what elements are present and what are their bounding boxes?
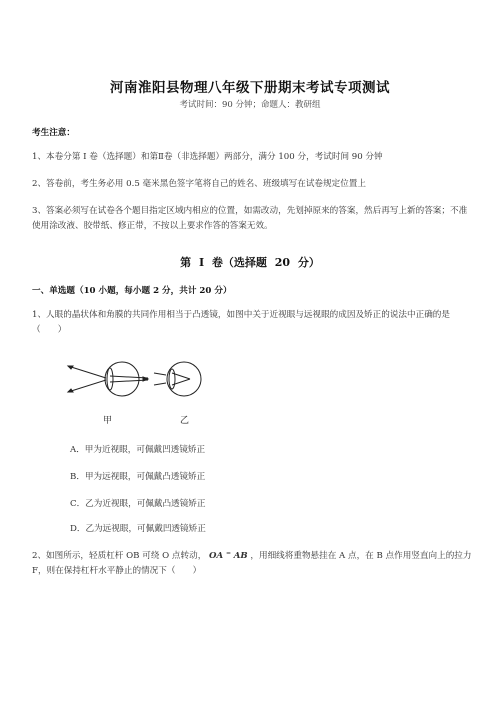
question-2-stem [32,546,472,579]
eye-diagram-jia [68,362,148,396]
question-2-stem-part-b: ，用细线将重物悬挂在 A 点，在 B 点作用竖直向上的拉力 F，则在保持杠杆水平静止的情况下（ ） [32,551,472,576]
exam-title: 河南淮阳县物理八年级下册期末考试专项测试 [110,80,390,96]
question-2-stem-part-a: 2、如图所示，轻质杠杆 OB 可绕 O 点转动， [32,551,207,561]
notice-item-1: 1、本卷分第 I 卷（选择题）和第Ⅱ卷（非选择题）两部分，满分 100 分，考试时间 90 分钟 [32,152,383,162]
option-a: A．甲为近视眼，可佩戴凹透镜矫正 [70,445,206,455]
eye-diagrams [66,356,226,402]
option-d: D．乙为远视眼，可佩戴凹透镜矫正 [70,524,206,534]
formula-oa: OA [209,551,224,561]
figure-label-yi: 乙 [180,416,190,426]
section-title: 第 I 卷（选择题 20 分） [180,256,320,269]
exam-subtitle: 考试时间：90 分钟；命题人：教研组 [179,100,321,110]
option-b: B．甲为远视眼，可佩戴凸透镜矫正 [70,472,206,482]
formula-operator: = [225,550,231,557]
notice-item-3: 3、答案必须写在试卷各个题目指定区域内相应的位置，如需改动，先划掉原来的答案，然后再写上新的答案；不准使用涂改液、胶带纸、修正带，不按以上要求作答的答案无效。 [32,206,468,231]
eye-diagram-yi [154,362,201,396]
formula-ab: AB [233,551,248,561]
notice-item-2: 2、答卷前，考生务必用 0.5 毫米黑色签字笔将自己的姓名、班级填写在试卷规定位置上 [32,179,366,189]
notice-heading: 考生注意： [32,128,75,138]
option-c: C．乙为近视眼，可佩戴凸透镜矫正 [70,499,206,509]
figure-label-jia: 甲 [103,416,113,426]
question-1-stem: 1、人眼的晶状体和角膜的共同作用相当于凸透镜，如图中关于近视眼与远视眼的成因及矫正的说法中正确的是（ ） [32,310,450,335]
part-heading: 一、单选题（10 小题，每小题 2 分，共计 20 分） [32,286,232,296]
